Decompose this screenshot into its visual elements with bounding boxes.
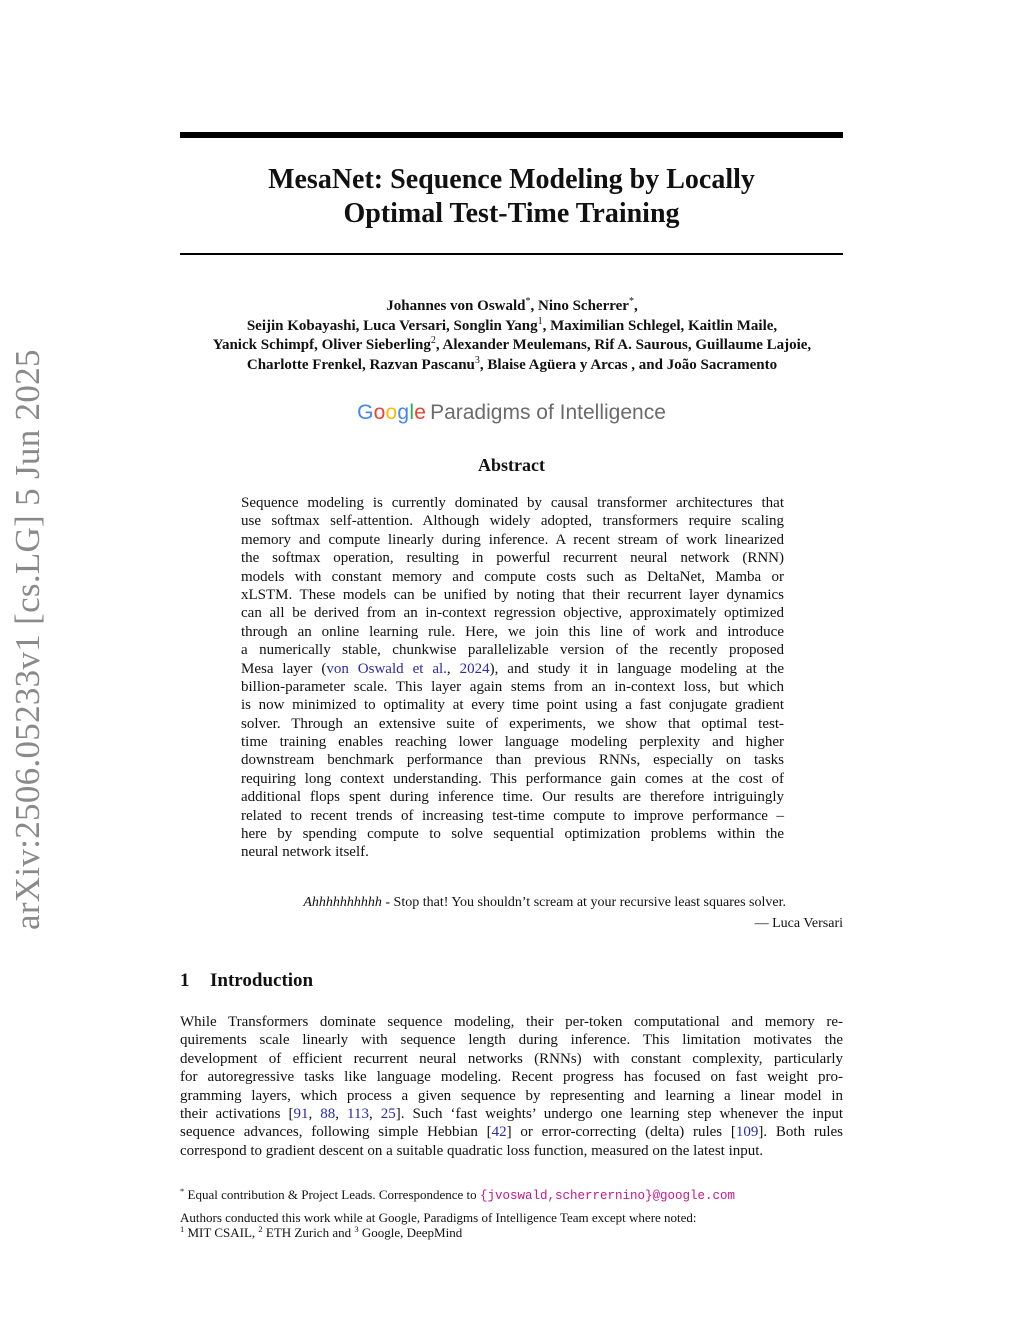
affiliation-mark: 1 — [180, 1224, 185, 1234]
team-name: Paradigms of Intelligence — [430, 401, 666, 424]
citation-link[interactable]: von Oswald et al. — [326, 660, 447, 677]
intro-text: ] or error-correcting (delta) rules [ — [506, 1124, 736, 1141]
footnote-equal-contribution — [180, 1187, 843, 1204]
abstract-line: here by spending compute to solve sequential optimization problems within the — [241, 826, 784, 843]
logo-letter: e — [414, 401, 427, 424]
epigraph-author: — Luca Versari — [754, 916, 843, 931]
section-number: 1 — [180, 970, 190, 991]
author-list — [140, 297, 884, 375]
abstract-text: ), and study it in language modeling at the — [489, 660, 785, 677]
intro-line: for autoregressive tasks like language modeling. Recent progress has focused on fast weight pro- — [180, 1069, 843, 1086]
abstract-line: can all be derived from an in-context regression objective, approximately optimized — [241, 605, 784, 622]
abstract-line: Sequence modeling is currently dominated by causal transformer architectures that — [241, 495, 784, 511]
intro-line: correspond to gradient descent on a suitable quadratic loss function, measured on the latest input. — [180, 1142, 764, 1159]
epigraph-quote — [180, 894, 786, 912]
abstract-line: xLSTM. These models can be unified by noting that their recurrent layer dynamics — [241, 586, 784, 603]
footnote-mark: * — [628, 296, 634, 307]
google-wordmark — [357, 401, 426, 424]
reference-link[interactable]: 109 — [735, 1124, 759, 1141]
affiliation-mark: 3 — [474, 354, 480, 366]
correspondence-email-link[interactable]: {jvoswald,scherrernino}@google.com — [479, 1189, 735, 1203]
abstract-line: related to recent trends of increasing test-time compute to improve performance – — [241, 807, 784, 824]
author-names: Charlotte Frenkel, Razvan Pascanu — [246, 356, 475, 373]
author-names: Yanick Schimpf, Oliver Sieberling — [212, 337, 431, 353]
google-paradigms-logo — [180, 398, 843, 430]
quote-text: - Stop that! You shouldn’t scream at your recursive least squares solver. — [381, 895, 786, 910]
citation-year-link[interactable]: 2024 — [459, 660, 490, 677]
abstract-heading: Abstract — [478, 455, 545, 475]
arxiv-identifier: arXiv:2506.05233v1 [cs.LG] 5 Jun 2025 — [8, 349, 47, 930]
reference-link[interactable]: 113 — [347, 1105, 369, 1122]
author-names: , Maximilian Schlegel, Kaitlin Maile, — [542, 317, 778, 334]
intro-line: quirements scale linearly with sequence length during inference. This limitation motivates the — [180, 1032, 843, 1049]
intro-text: their activations [ — [180, 1105, 294, 1122]
affiliation-text: MIT CSAIL, — [184, 1225, 259, 1240]
abstract-line — [241, 660, 784, 678]
author-separator: , — [633, 298, 638, 314]
abstract-line: neural network itself. — [241, 844, 369, 861]
author-line-3 — [140, 336, 884, 356]
abstract-line: requiring long context understanding. This performance gain comes at the cost of — [241, 770, 784, 787]
abstract-line: a numerically stable, chunkwise parallelizable version of the recently proposed — [241, 642, 784, 659]
abstract-text: Mesa layer ( — [241, 660, 327, 677]
affiliation-mark: 3 — [354, 1224, 359, 1234]
paper-title — [180, 163, 843, 231]
affiliation-mark: 2 — [430, 335, 436, 346]
affiliation-text: ETH Zurich and — [262, 1225, 355, 1240]
reference-link[interactable]: 42 — [491, 1124, 507, 1141]
logo-letter: l — [409, 401, 415, 424]
reference-link[interactable]: 25 — [380, 1105, 396, 1122]
abstract-line: billion-parameter scale. This layer again stems from an in-context loss, but which — [241, 678, 784, 695]
footnote-affiliation-note: Authors conducted this work while at Google, Paradigms of Intelligence Team except where noted: — [180, 1210, 697, 1225]
logo-letter: o — [373, 401, 386, 424]
logo-letter: o — [385, 401, 398, 424]
introduction-paragraph — [180, 1013, 843, 1160]
affiliation-text: Google, DeepMind — [358, 1225, 463, 1240]
section-title: Introduction — [210, 970, 314, 991]
footnote-mark: * — [525, 296, 531, 307]
quote-emphasis: Ahhhhhhhhhh — [303, 895, 382, 910]
abstract-line: use softmax self-attention. Although widely adopted, transformers require scaling — [241, 513, 784, 530]
author-name: Johannes von Oswald — [386, 298, 526, 314]
intro-text: sequence advances, following simple Hebbian [ — [180, 1124, 492, 1141]
author-line-4 — [140, 356, 884, 376]
intro-text: ]. Both rules — [758, 1124, 844, 1141]
title-line-2: Optimal Test-Time Training — [343, 198, 680, 229]
title-bottom-rule — [180, 253, 843, 255]
abstract-line: models with constant memory and compute costs such as DeltaNet, Mamba or — [241, 568, 784, 585]
abstract-body — [241, 494, 784, 862]
intro-line: gramming layers, which process a given sequence by representing and learning a linear model in — [180, 1087, 843, 1104]
footnote-affiliations — [180, 1225, 843, 1241]
affiliation-mark: 2 — [258, 1224, 263, 1234]
abstract-text: , — [446, 660, 460, 677]
abstract-line: solver. Through an extensive suite of experiments, we show that optimal test- — [241, 715, 784, 732]
abstract-line: downstream benchmark performance than previous RNNs, especially on tasks — [241, 752, 784, 769]
abstract-line: is now minimized to optimality at every time point using a fast conjugate gradient — [241, 697, 784, 714]
reference-link[interactable]: 88 — [320, 1105, 336, 1122]
reference-link[interactable]: 91 — [293, 1105, 309, 1122]
affiliation-mark: 1 — [537, 315, 543, 327]
footnote-text: Equal contribution & Project Leads. Correspondence to — [184, 1187, 480, 1202]
author-line-1 — [140, 297, 884, 317]
intro-line: While Transformers dominate sequence modeling, their per-token computational and memory re- — [180, 1014, 843, 1030]
abstract-line: through an online learning rule. Here, we join this line of work and introduce — [241, 623, 784, 640]
intro-line — [180, 1123, 843, 1141]
author-names: , Alexander Meulemans, Rif A. Saurous, Guillaume Lajoie, — [435, 337, 812, 353]
title-line-1: MesaNet: Sequence Modeling by Locally — [268, 164, 755, 195]
author-name: , Nino Scherrer — [530, 298, 629, 314]
logo-letter: G — [357, 401, 374, 424]
intro-line: development of efficient recurrent neural networks (RNNs) with constant complexity, particularly — [180, 1050, 843, 1067]
author-names: , Blaise Agüera y Arcas , and João Sacramento — [479, 356, 778, 373]
abstract-line: the softmax operation, resulting in powerful recurrent neural network (RNN) — [241, 550, 784, 567]
abstract-line: memory and compute linearly during inference. A recent stream of work linearized — [241, 531, 784, 548]
author-names: Seijin Kobayashi, Luca Versari, Songlin Yang — [246, 317, 538, 334]
section-heading — [180, 969, 313, 993]
intro-line: their activations [91, 88, 113, 25]. Such ‘fast weights’ undergo one learning step whenever the input — [180, 1105, 844, 1122]
logo-letter: g — [397, 401, 410, 424]
title-top-rule — [180, 132, 843, 138]
author-line-2 — [140, 317, 884, 337]
footnote-mark: * — [180, 1186, 185, 1196]
abstract-line: time training enables reaching lower language modeling perplexity and higher — [241, 734, 784, 751]
intro-text: ]. Such ‘fast weights’ undergo one learning step whenever the input — [395, 1105, 844, 1122]
abstract-line: additional flops spent during inference time. Our results are therefore intriguingly — [241, 789, 784, 806]
